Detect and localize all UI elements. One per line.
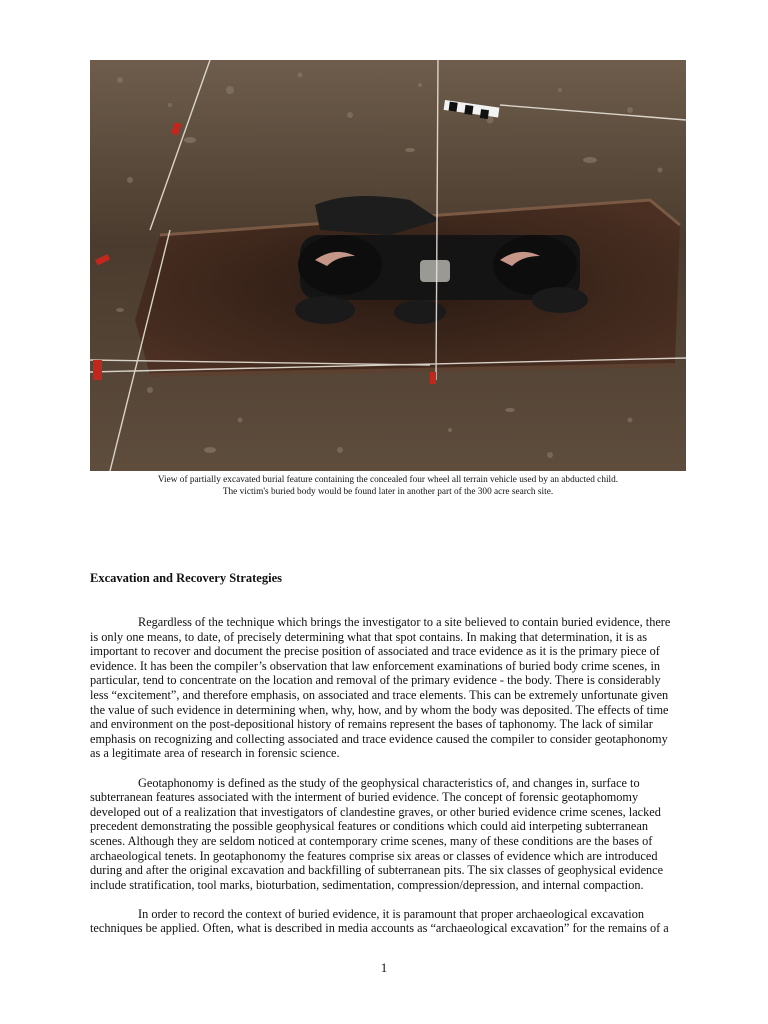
text-line: Regardless of the technique which brings the investigator to a site believed to contain buried evidence, there [138,615,671,629]
text-line: archaeological tenets. In geotaphonomy the features comprise six areas or classes of evidence which are introduced [90,848,658,863]
text-line: evidence. It has been the compiler’s observation that law enforcement examinations of buried body crime scenes, in [90,658,661,673]
text-line: and environment on the post-depositional history of remains represent the bases of taphonomy. The lack of similar [90,717,653,732]
text-line: less “excitement”, and therefore emphasis, on associated and trace elements. This can be extremely unfortunate given [90,687,669,702]
text-line: precedent demonstrating the possible geophysical features or conditions which could aid interpeting subterranean [90,819,648,834]
text-line: during and after the original excavation and backfilling of subterranean pits. The six classes of geophysical evidence [90,863,664,878]
text-line: techniques be applied. Often, what is described in media accounts as “archaeological excavation” for the remains of a [90,921,669,936]
body-text [90,615,690,951]
text-line: the value of such evidence in determining when, why, how, and by whom the body was deposited. The effects of time [90,702,669,717]
text-line: is only one means, to date, of precisely determining what that spot contains. In making that determination, it is as [90,629,647,644]
text-line: include stratification, tool marks, bioturbation, sedimentation, compression/depression, and internal compaction. [90,877,644,892]
caption-line: View of partially excavated burial feature containing the concealed four wheel all terrain vehicle used by an abducted child. [157,475,619,485]
paragraph [90,907,690,936]
text-line: scenes. Although they are seldom noticed at contemporary crime scenes, many of these conditions are the bases of [90,833,653,848]
page-number: 1 [380,960,388,975]
excavation-photo [90,60,686,471]
excavation-photo-illustration [90,60,686,471]
text-line: Geotaphonomy is defined as the study of the geophysical characteristics of, and changes in, surface to [138,775,640,790]
text-line: developed out of a realization that investigators of clandestine graves, or other buried evidence crime scenes, lacked [90,804,661,819]
figure-caption [90,474,686,498]
text-line: subterranean features associated with the interment of buried evidence. The concept of forensic geotaphomomy [90,790,639,805]
section-heading: Excavation and Recovery Strategies [90,571,282,585]
text-line: emphasis on recognizing and collecting associated and trace evidence caused the compiler to consider geotaphonomy [90,731,668,746]
paragraph [90,615,690,761]
text-line: important to recover and document the precise position of associated and trace evidence as it is the primary piece of [90,644,660,659]
caption-line: The victim's buried body would be found later in another part of the 300 acre search site. [222,487,554,497]
text-line: In order to record the context of buried evidence, it is paramount that proper archaeological excavation [138,906,645,921]
paragraph [90,776,690,893]
text-line: particular, tend to concentrate on the location and removal of the primary evidence - the body. There is considerably [90,673,661,688]
text-line: as a legitimate area of research in forensic science. [90,746,340,761]
